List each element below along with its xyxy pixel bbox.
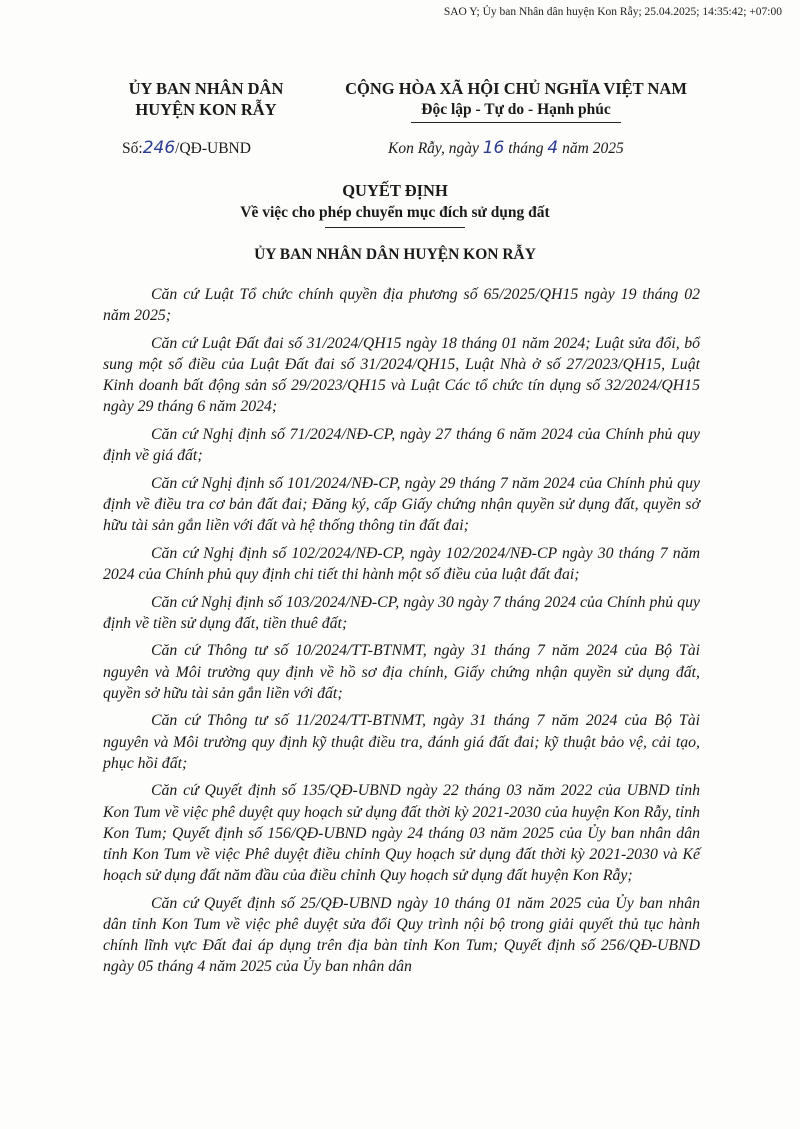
title-underline: [325, 227, 465, 228]
place-and-date: [388, 138, 624, 158]
document-type: QUYẾT ĐỊNH: [342, 181, 448, 200]
paragraph: Căn cứ Quyết định số 25/QĐ-UBND ngày 10 tháng 01 năm 2025 của Ủy ban nhân dân tỉnh Kon Tum về việc phê duyệt sửa đổi Quy trình nội bộ trong giải quyết thủ tục hành chính lĩnh vực Đất đai áp dụng trên địa bàn tỉnh Kon Tum; Quyết định số 256/QĐ-UBND ngày 05 tháng 4 năm 2025 của Ủy ban nhân dân: [103, 894, 700, 976]
paragraph: Căn cứ Thông tư số 11/2024/TT-BTNMT, ngày 31 tháng 7 năm 2024 của Bộ Tài nguyên và Môi trường quy định kỹ thuật điều tra, đánh giá đất đai; kỹ thuật bảo vệ, cải tạo, phục hồi đất;: [103, 712, 700, 772]
number-prefix: Số:: [122, 140, 143, 157]
number-suffix: /QĐ-UBND: [175, 140, 251, 157]
motto: Độc lập - Tự do - Hạnh phúc: [421, 101, 611, 118]
paragraph: Căn cứ Thông tư số 10/2024/TT-BTNMT, ngày 31 tháng 7 năm 2024 của Bộ Tài nguyên và Môi trường quy định về hồ sơ địa chính, Giấy chứng nhận quyền sử dụng đất, quyền sở hữu tài sản gắn liền với đất;: [103, 642, 700, 702]
paragraph: Căn cứ Nghị định số 102/2024/NĐ-CP, ngày 102/2024/NĐ-CP ngày 30 tháng 7 năm 2024 của Chính phủ quy định chi tiết thi hành một số điều của luật đất đai;: [103, 544, 700, 583]
paragraph: Căn cứ Luật Tổ chức chính quyền địa phương số 65/2025/QH15 ngày 19 tháng 02 năm 2025;: [103, 286, 700, 325]
motto-underline: [411, 122, 621, 123]
handwritten-number: 246: [142, 138, 176, 158]
paragraph: Căn cứ Nghị định số 103/2024/NĐ-CP, ngày 30 ngày 7 tháng 2024 của Chính phủ quy định về tiền sử dụng đất, tiền thuê đất;: [103, 593, 700, 632]
paragraph: Căn cứ Nghị định số 71/2024/NĐ-CP, ngày 27 tháng 6 năm 2024 của Chính phủ quy định về giá đất;: [103, 426, 700, 465]
paragraph: Căn cứ Quyết định số 135/QĐ-UBND ngày 22 tháng 03 năm 2022 của UBND tỉnh Kon Tum về việc phê duyệt quy hoạch sử dụng đất thời kỳ 2021-2030 của huyện Kon Rẫy, tỉnh Kon Tum; Quyết định số 156/QĐ-UBND ngày 24 tháng 03 năm 2025 của Ủy ban nhân dân tỉnh Kon Tum về việc Phê duyệt điều chỉnh Quy hoạch sử dụng đất thời kỳ 2021-2030 và Kế hoạch sử dụng đất năm đầu của điều chỉnh Quy hoạch sử dụng đất huyện Kon Rẫy;: [103, 782, 700, 885]
document-subject: Về việc cho phép chuyển mục đích sử dụng đất: [240, 204, 550, 221]
paragraph: Căn cứ Nghị định số 101/2024/NĐ-CP, ngày 29 tháng 7 năm 2024 của Chính phủ quy định về điều tra cơ bản đất đai; Đăng ký, cấp Giấy chứng nhận quyền sử dụng đất, quyền sở hữu tài sản gắn liền với đất và hệ thống thông tin đất đai;: [103, 474, 700, 535]
agency-line-2: HUYỆN KON RẪY: [135, 100, 277, 119]
legal-basis: [103, 284, 700, 984]
document-number: [122, 138, 251, 158]
handwritten-month: 4: [547, 138, 559, 158]
nation-name: CỘNG HÒA XÃ HỘI CHỦ NGHĨA VIỆT NAM: [345, 79, 687, 98]
place-label: Kon Rẫy, ngày: [388, 140, 479, 157]
digital-copy-stamp: SAO Y; Ủy ban Nhân dân huyện Kon Rẫy; 25.04.2025; 14:35:42; +07:00: [443, 6, 782, 18]
issuing-agency: [106, 78, 306, 120]
paragraph: Căn cứ Luật Đất đai số 31/2024/QH15 ngày 18 tháng 01 năm 2024; Luật sửa đổi, bổ sung một số điều của Luật Đất đai số 31/2024/QH15, Luật Nhà ở số 27/2023/QH15, Luật Kinh doanh bất động sản số 29/2023/QH15 và Luật Các tổ chức tín dụng số 32/2024/QH15 ngày 29 tháng 6 năm 2024;: [103, 334, 700, 416]
agency-line-1: ỦY BAN NHÂN DÂN: [128, 79, 284, 98]
year-label: năm 2025: [562, 140, 624, 157]
issuing-authority: ỦY BAN NHÂN DÂN HUYỆN KON RẪY: [254, 246, 536, 263]
handwritten-day: 16: [482, 138, 505, 158]
national-header: [296, 78, 736, 123]
month-label: tháng: [508, 140, 544, 157]
document-title: [110, 180, 680, 228]
